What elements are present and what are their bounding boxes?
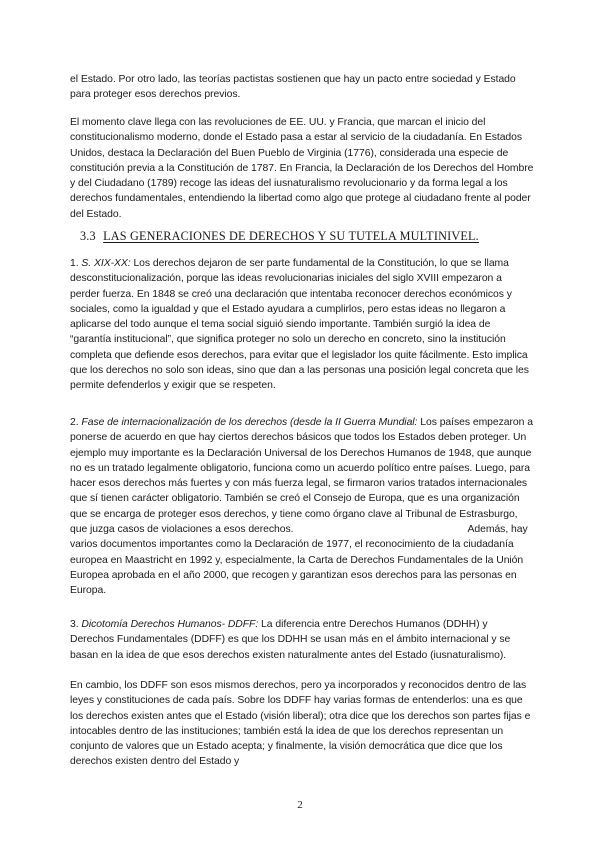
list-item-1 bbox=[70, 256, 534, 394]
list-item-1-text: Los derechos dejaron de ser parte fundamental de la Constitución, lo que se llama desconstitucionalización, porque las ideas revolucionarias iniciales del siglo XVIII empezaron a perder fuerza. En 1848 se creó una declaración que intentaba reconocer derechos económicos y sociales, como la igualdad y que el Estado ayudara a cumplirlos, pero estas ideas no llegaron a aplicarse del todo aunque el tema social siguió siendo importante. También surgió la idea de “garantía institucional”, que significa proteger no solo un derecho en concreto, sino la institución completa que defiende esos derechos, para evitar que el legislador los quite fácilmente. Esto implica que los derechos no solo son ideas, sino que dan a las personas una posición legal concreta que les permite defenderlos y exigir que se respeten. bbox=[70, 258, 529, 392]
list-item-1-prefix: 1. bbox=[70, 258, 79, 269]
list-item-3-text: La diferencia entre Derechos Humanos (DDHH) y Derechos Fundamentales (DDFF) es que los DDHH se usan más en el ámbito internacional y se basan en la idea de que esos derechos existen naturalmente antes del Estado (iusnaturalismo). bbox=[70, 619, 511, 661]
list-item-3-prefix: 3. bbox=[70, 619, 79, 630]
paragraph-continuation: el Estado. Por otro lado, las teorías pactistas sostienen que hay un pacto entre sociedad y Estado para proteger esos derechos previos. bbox=[70, 74, 516, 101]
list-item-2 bbox=[70, 415, 534, 599]
list-item-1-lead: S. XIX-XX: bbox=[81, 258, 131, 269]
list-item-2-lead: Fase de internacionalización de los derechos (desde la II Guerra Mundial: bbox=[81, 417, 418, 428]
list-item-3 bbox=[70, 617, 534, 663]
list-item-3-lead: Dicotomía Derechos Humanos- DDFF: bbox=[81, 619, 259, 630]
paragraph-revolutions: El momento clave llega con las revoluciones de EE. UU. y Francia, que marcan el inicio del constitucionalismo moderno, donde el Estado pasa a estar al servicio de la ciudadanía. En Estados Unidos, destaca la Declaración del Buen Pueblo de Virginia (1776), considerada una especie de constitución previa a la Constitución de 1787. En Francia, la Declaración de los Derechos del Hombre y del Ciudadano (1789) recoge las ideas del iusnaturalismo revolucionario y da forma legal a los derechos fundamentales, entendiendo la libertad como algo que protege al ciudadano frente al poder del Estado. bbox=[70, 117, 534, 220]
list-item-3-continued: En cambio, los DDFF son esos mismos derechos, pero ya incorporados y reconocidos dentro de las leyes y constituciones de cada país. Sobre los DDFF hay varias formas de entenderlos: una es que los derechos existen antes que el Estado (visión liberal); otra dice que los derechos son partes fijas e intocables dentro de las instituciones; también está la idea de que los derechos representan un conjunto de valores que un Estado acepta; y finalmente, la visión democrática que dice que los derechos existen dentro del Estado y bbox=[70, 680, 531, 768]
section-title: LAS GENERACIONES DE DERECHOS Y SU TUTELA MULTINIVEL. bbox=[103, 229, 479, 243]
section-number: 3.3 bbox=[80, 229, 96, 243]
list-item-2-text: Los países empezaron a ponerse de acuerdo en que hay ciertos derechos básicos que todos los Estados deben proteger. Un ejemplo muy importante es la Declaración Universal de los Derechos Humanos de 1948, que aunque no es un tratado legalmente obligatorio, funciona como un acuerdo político entre países. Luego, para hacer esos derechos más fuertes y con más fuerza legal, se firmaron varios tratados internacionales que sí tienen carácter obligatorio. También se creó el Consejo de Europa, que es una organización que se encarga de proteger esos derechos, y tiene como órgano clave al Tribunal de Estrasburgo, que juzga casos de violaciones a esos derechos. bbox=[70, 417, 533, 536]
page-number: 2 bbox=[297, 799, 303, 811]
section-heading bbox=[80, 229, 550, 244]
list-item-2-text-continued: Además, hay varios documentos importantes como la Declaración de 1977, el reconocimiento de la ciudadanía europea en Maastricht en 1992 y, especialmente, la Carta de Derechos Fundamentales de la Unión Europea aprobada en el año 2000, que recogen y garantizan esos derechos para las personas en Europa. bbox=[70, 524, 528, 597]
list-item-2-prefix: 2. bbox=[70, 417, 79, 428]
